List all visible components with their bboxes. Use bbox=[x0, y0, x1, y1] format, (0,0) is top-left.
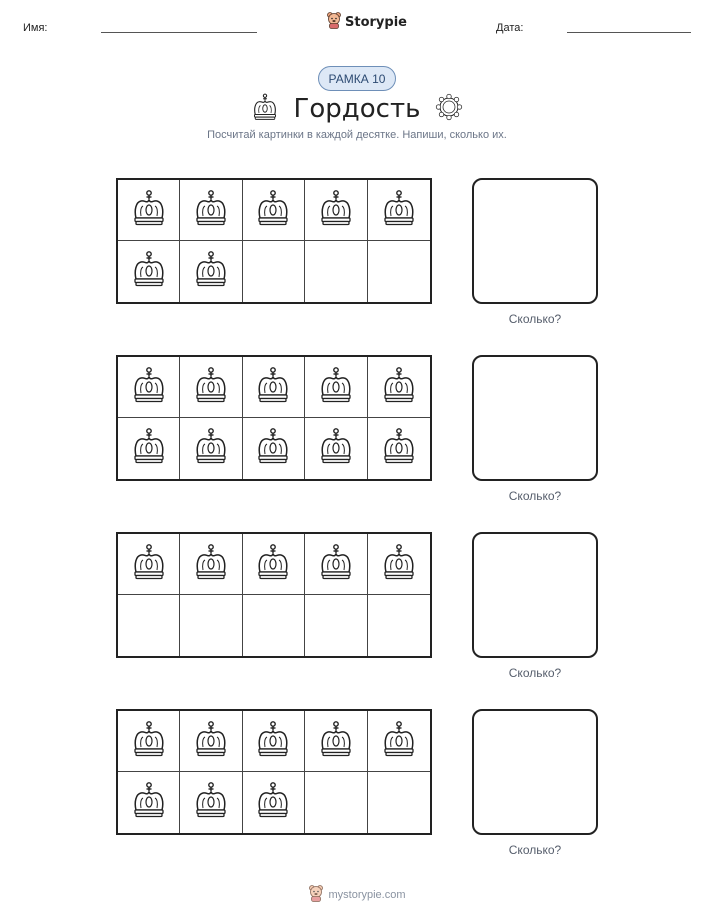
ten-frame-cell bbox=[368, 772, 430, 833]
crown-icon bbox=[253, 365, 293, 410]
ten-frame-cell bbox=[368, 241, 430, 302]
crown-icon bbox=[191, 780, 231, 825]
brand-logo bbox=[326, 12, 407, 32]
crown-icon bbox=[129, 542, 169, 587]
footer bbox=[0, 884, 714, 906]
ten-frame-cell bbox=[180, 418, 242, 479]
ten-frame-cell bbox=[305, 418, 367, 479]
crown-icon bbox=[253, 719, 293, 764]
brand-name: Storypie bbox=[345, 14, 407, 30]
footer-url: mystorypie.com bbox=[328, 889, 406, 901]
name-label: Имя: bbox=[23, 22, 48, 34]
ten-frame-cell bbox=[243, 357, 305, 418]
ten-frame-cell bbox=[368, 180, 430, 241]
instructions: Посчитай картинки в каждой десятке. Напиши, сколько их. bbox=[207, 129, 507, 141]
ten-frame-cell bbox=[180, 595, 242, 656]
crown-icon bbox=[253, 780, 293, 825]
crown-icon bbox=[129, 719, 169, 764]
date-field[interactable] bbox=[567, 32, 691, 33]
ten-frame-cell bbox=[243, 595, 305, 656]
ten-frame-cell bbox=[368, 595, 430, 656]
crown-icon bbox=[191, 249, 231, 294]
ten-frame-cell bbox=[118, 418, 180, 479]
frame-badge: РАМКА 10 bbox=[318, 66, 396, 91]
crown-icon bbox=[379, 426, 419, 471]
ten-frame-cell bbox=[368, 534, 430, 595]
ten-frame-cell bbox=[305, 711, 367, 772]
crown-icon bbox=[191, 188, 231, 233]
ten-frame-cell bbox=[243, 418, 305, 479]
crown-icon bbox=[379, 542, 419, 587]
ten-frame-cell bbox=[180, 180, 242, 241]
answer-box[interactable] bbox=[472, 532, 598, 658]
crown-icon bbox=[191, 365, 231, 410]
ten-frame-cell bbox=[180, 241, 242, 302]
answer-label: Сколько? bbox=[508, 666, 562, 680]
ten-frame-cell bbox=[118, 772, 180, 833]
crown-icon bbox=[253, 542, 293, 587]
ten-frame-cell bbox=[180, 534, 242, 595]
ten-frame-cell bbox=[243, 241, 305, 302]
bear-mascot-icon bbox=[326, 11, 342, 34]
crown-icon bbox=[129, 426, 169, 471]
ten-frame bbox=[116, 178, 432, 304]
wreath-icon bbox=[434, 92, 464, 127]
ten-frame-cell bbox=[305, 357, 367, 418]
ten-frame-cell bbox=[118, 241, 180, 302]
bear-mascot-icon bbox=[308, 884, 324, 907]
answer-box[interactable] bbox=[472, 709, 598, 835]
crown-icon bbox=[379, 365, 419, 410]
ten-frame-cell bbox=[368, 357, 430, 418]
crown-icon bbox=[316, 426, 356, 471]
crown-icon bbox=[129, 188, 169, 233]
crown-icon bbox=[250, 92, 280, 127]
ten-frame-cell bbox=[243, 534, 305, 595]
crown-icon bbox=[379, 188, 419, 233]
ten-frame-cell bbox=[180, 357, 242, 418]
ten-frame bbox=[116, 532, 432, 658]
date-label: Дата: bbox=[496, 22, 524, 34]
answer-label: Сколько? bbox=[508, 843, 562, 857]
ten-frame-cell bbox=[305, 534, 367, 595]
answer-box[interactable] bbox=[472, 355, 598, 481]
crown-icon bbox=[129, 249, 169, 294]
answer-box[interactable] bbox=[472, 178, 598, 304]
ten-frame-cell bbox=[305, 772, 367, 833]
ten-frame-cell bbox=[305, 180, 367, 241]
ten-frame-cell bbox=[118, 180, 180, 241]
crown-icon bbox=[379, 719, 419, 764]
ten-frame-cell bbox=[305, 595, 367, 656]
crown-icon bbox=[253, 426, 293, 471]
ten-frame-cell bbox=[305, 241, 367, 302]
name-field[interactable] bbox=[101, 32, 257, 33]
crown-icon bbox=[253, 188, 293, 233]
crown-icon bbox=[316, 365, 356, 410]
ten-frame-cell bbox=[368, 711, 430, 772]
ten-frame-cell bbox=[118, 357, 180, 418]
crown-icon bbox=[316, 719, 356, 764]
title-row bbox=[0, 92, 714, 126]
crown-icon bbox=[316, 542, 356, 587]
ten-frame bbox=[116, 355, 432, 481]
crown-icon bbox=[191, 426, 231, 471]
ten-frame-cell bbox=[243, 711, 305, 772]
ten-frame-cell bbox=[118, 595, 180, 656]
ten-frame-cell bbox=[118, 711, 180, 772]
ten-frame-cell bbox=[243, 772, 305, 833]
crown-icon bbox=[129, 780, 169, 825]
crown-icon bbox=[191, 542, 231, 587]
ten-frame-cell bbox=[118, 534, 180, 595]
ten-frame-cell bbox=[180, 711, 242, 772]
answer-label: Сколько? bbox=[508, 312, 562, 326]
crown-icon bbox=[191, 719, 231, 764]
ten-frame-cell bbox=[243, 180, 305, 241]
crown-icon bbox=[129, 365, 169, 410]
ten-frame-cell bbox=[180, 772, 242, 833]
ten-frame-cell bbox=[368, 418, 430, 479]
page-title: Гордость bbox=[293, 94, 421, 124]
ten-frame bbox=[116, 709, 432, 835]
answer-label: Сколько? bbox=[508, 489, 562, 503]
crown-icon bbox=[316, 188, 356, 233]
